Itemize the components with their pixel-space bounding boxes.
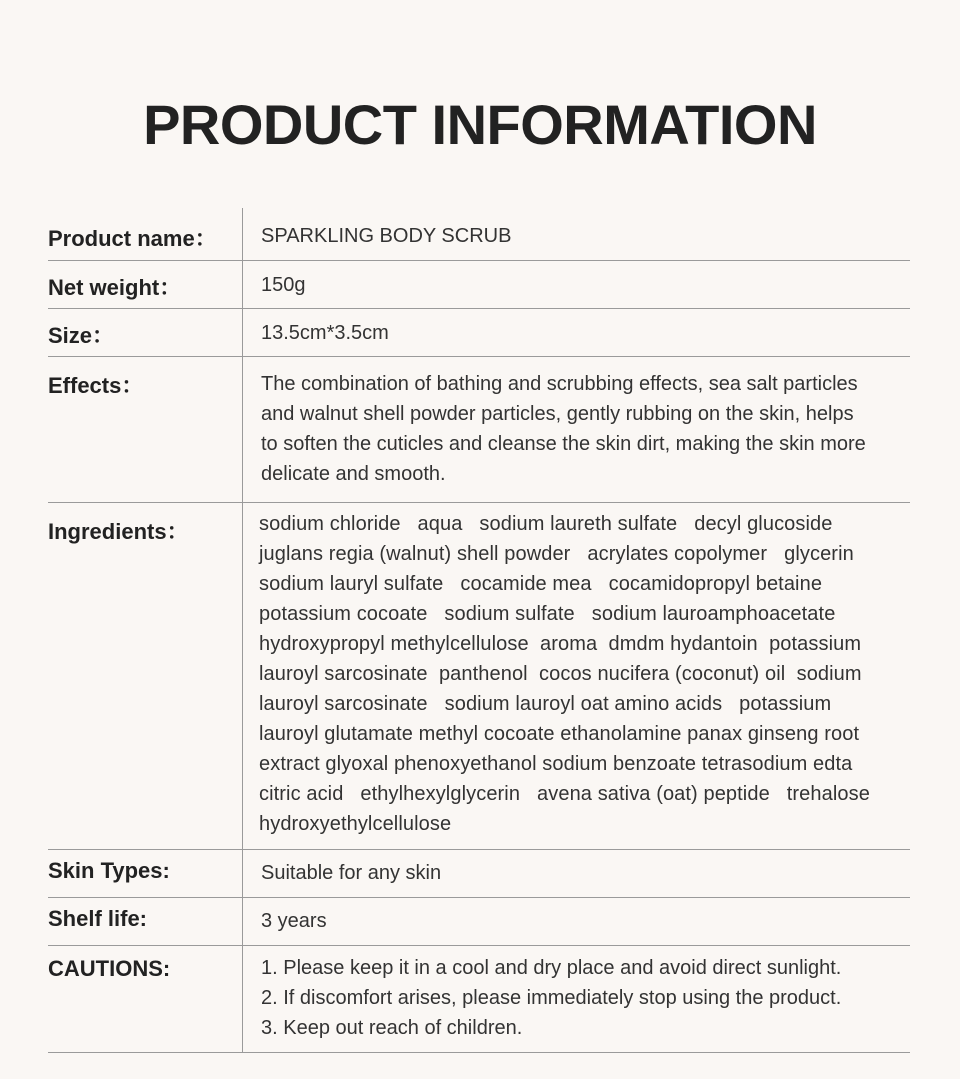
row-shelf-life <box>48 898 910 946</box>
shelf-life-label: Shelf life: <box>48 906 148 931</box>
page-title: PRODUCT INFORMATION <box>143 93 817 156</box>
caution-item: 1. Please keep it in a cool and dry place and avoid direct sunlight. <box>261 957 842 979</box>
ingredients-line: potassium cocoate sodium sulfate sodium lauroamphoacetate <box>259 603 836 625</box>
row-skin-types <box>48 850 910 898</box>
effects-line: delicate and smooth. <box>261 463 446 485</box>
effects-line: The combination of bathing and scrubbing effects, sea salt particles <box>261 373 858 395</box>
ingredients-line: hydroxyethylcellulose <box>259 813 452 835</box>
row-ingredients <box>48 503 910 850</box>
size-value: 13.5cm*3.5cm <box>261 322 389 344</box>
shelf-life-value: 3 years <box>261 910 327 932</box>
caution-item: 3. Keep out reach of children. <box>261 1017 523 1039</box>
ingredients-line: lauroyl glutamate methyl cocoate ethanolamine panax ginseng root <box>259 723 860 745</box>
effects-line: to soften the cuticles and cleanse the skin dirt, making the skin more <box>261 433 866 455</box>
ingredients-label: Ingredients： <box>48 519 189 544</box>
row-product-name <box>48 208 910 261</box>
ingredients-line: lauroyl sarcosinate panthenol cocos nucifera (coconut) oil sodium <box>259 663 862 685</box>
effects-label: Effects： <box>48 373 144 398</box>
ingredients-line: extract glyoxal phenoxyethanol sodium benzoate tetrasodium edta <box>259 753 853 775</box>
skin-types-value: Suitable for any skin <box>261 862 442 884</box>
net-weight-value: 150g <box>261 274 306 296</box>
caution-item: 2. If discomfort arises, please immediately stop using the product. <box>261 987 842 1009</box>
ingredients-line: juglans regia (walnut) shell powder acrylates copolymer glycerin <box>259 543 854 565</box>
ingredients-line: citric acid ethylhexylglycerin avena sativa (oat) peptide trehalose <box>259 783 870 805</box>
skin-types-label: Skin Types: <box>48 858 170 883</box>
product-name-label: Product name： <box>48 226 217 251</box>
row-net-weight <box>48 261 910 309</box>
net-weight-label: Net weight： <box>48 275 182 300</box>
product-name-value: SPARKLING BODY SCRUB <box>261 225 512 247</box>
cautions-label: CAUTIONS: <box>48 956 171 981</box>
ingredients-value <box>259 509 911 839</box>
ingredients-line: lauroyl sarcosinate sodium lauroyl oat amino acids potassium <box>259 693 832 715</box>
row-cautions <box>48 946 910 1053</box>
effects-value <box>261 369 911 489</box>
size-label: Size： <box>48 323 115 348</box>
ingredients-line: sodium lauryl sulfate cocamide mea cocamidopropyl betaine <box>259 573 823 595</box>
cautions-value <box>261 953 911 1043</box>
effects-line: and walnut shell powder particles, gently rubbing on the skin, helps <box>261 403 854 425</box>
ingredients-line: hydroxypropyl methylcellulose aroma dmdm hydantoin potassium <box>259 633 862 655</box>
ingredients-line: sodium chloride aqua sodium laureth sulfate decyl glucoside <box>259 513 833 535</box>
row-effects <box>48 357 910 503</box>
row-size <box>48 309 910 357</box>
